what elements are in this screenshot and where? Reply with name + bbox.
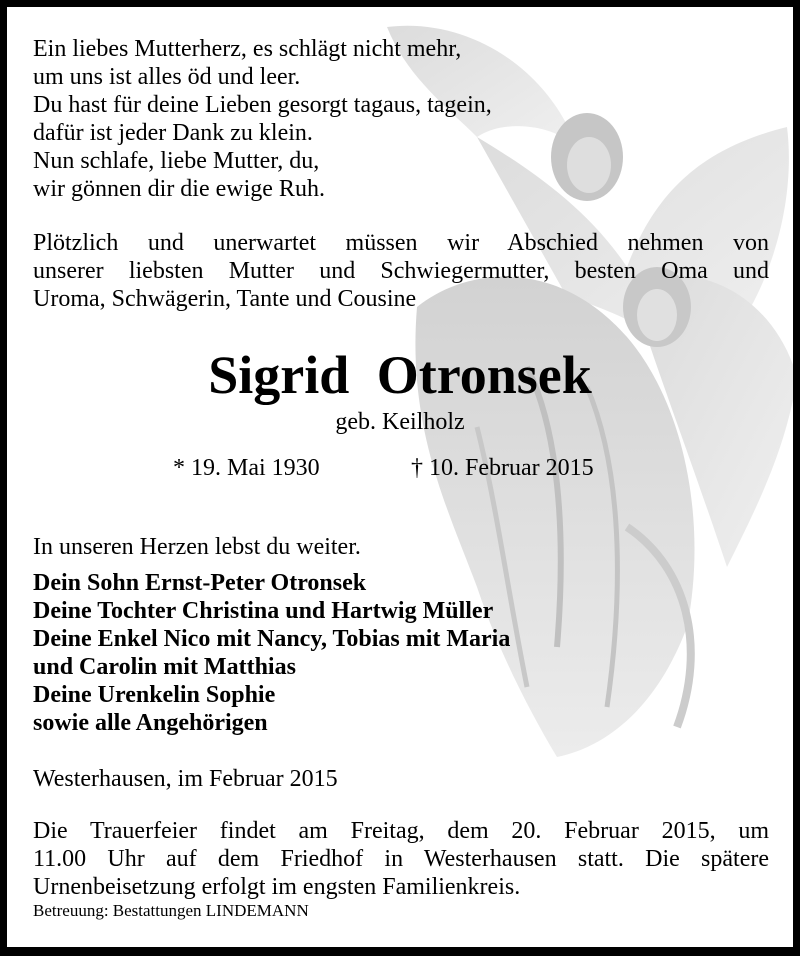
mourners-list [33, 569, 769, 737]
place-date-text: Westerhausen, im Februar 2015 [33, 766, 338, 792]
funeral-home-credit: Betreuung: Bestattungen LINDEMANN [33, 901, 309, 920]
poem-line: Ein liebes Mutterherz, es schlägt nicht mehr, [33, 36, 462, 62]
deceased-name: Sigrid Otronsek [208, 345, 592, 405]
mourner-line: Dein Sohn Ernst-Peter Otronsek [33, 570, 367, 596]
poem-line: Nun schlafe, liebe Mutter, du, [33, 148, 320, 174]
heart-text: In unseren Herzen lebst du weiter. [33, 534, 361, 560]
mourner-line: Deine Urenkelin Sophie [33, 682, 276, 708]
death-date: † 10. Februar 2015 [411, 455, 594, 481]
mourner-line: Deine Enkel Nico mit Nancy, Tobias mit Maria [33, 626, 511, 652]
mourner-line: sowie alle Angehörigen [33, 710, 268, 736]
ceremony-line: 11.00 Uhr auf dem Friedhof in Westerhausen statt. Die spätere [33, 846, 769, 872]
mourner-line: Deine Tochter Christina und Hartwig Müller [33, 598, 494, 624]
poem-line: dafür ist jeder Dank zu klein. [33, 120, 313, 146]
maiden-name: geb. Keilholz [335, 409, 465, 435]
obituary-notice [7, 7, 793, 947]
poem-line: wir gönnen dir die ewige Ruh. [33, 176, 325, 202]
mourner-line: und Carolin mit Matthias [33, 654, 296, 680]
poem-line: Du hast für deine Lieben gesorgt tagaus, tagein, [33, 92, 492, 118]
announcement-intro [33, 229, 769, 313]
intro-line: unserer liebsten Mutter und Schwiegermutter, besten Oma und [33, 258, 769, 284]
poem-line: um uns ist alles öd und leer. [33, 64, 301, 90]
ceremony-line: Die Trauerfeier findet am Freitag, dem 20. Februar 2015, um [33, 818, 769, 844]
poem [33, 35, 769, 203]
intro-line: Plötzlich und unerwartet müssen wir Abschied nehmen von [33, 230, 769, 256]
birth-date: * 19. Mai 1930 [173, 455, 320, 481]
ceremony-line: Urnenbeisetzung erfolgt im engsten Familienkreis. [33, 874, 521, 900]
ceremony-info [33, 817, 769, 901]
intro-line: Uroma, Schwägerin, Tante und Cousine [33, 286, 417, 312]
place-date [33, 765, 769, 793]
heart-line [33, 533, 769, 561]
